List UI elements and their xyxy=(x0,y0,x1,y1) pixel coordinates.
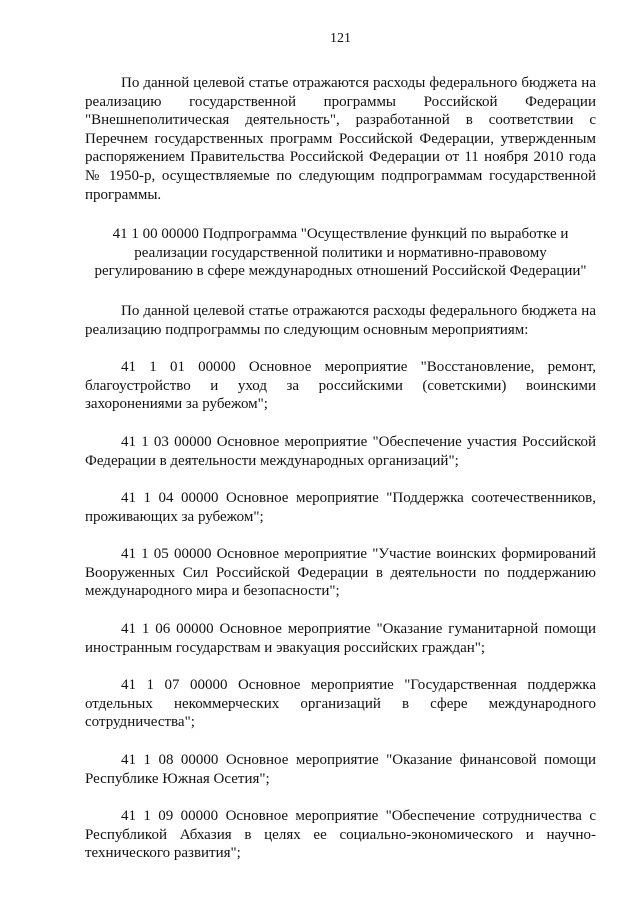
subprogram-intro-paragraph: По данной целевой статье отражаются расходы федерального бюджета на реализацию подпрограммы по следующим основным мероприятиям: xyxy=(85,302,596,338)
measure-paragraph: 41 1 04 00000 Основное мероприятие "Поддержка соотечественников, проживающих за рубежом"; xyxy=(85,490,596,525)
page-number: 121 xyxy=(330,31,351,46)
subprogram-heading: 41 1 00 00000 Подпрограмма "Осуществление функций по выработке и реализации государственной политики и нормативно-правовому регулированию в сфере международных отношений Российской Федерации" xyxy=(94,226,587,280)
measure-paragraph: 41 1 07 00000 Основное мероприятие "Государственная поддержка отдельных некоммерческих организаций в сфере международного сотрудничества"; xyxy=(85,677,596,731)
measure-paragraph: 41 1 03 00000 Основное мероприятие "Обеспечение участия Российской Федерации в деятельности международных организаций"; xyxy=(85,433,596,469)
intro-paragraph: По данной целевой статье отражаются расходы федерального бюджета на реализацию государственной программы Российской Федерации "Внешнеполитическая деятельность", разработанной в соответствии с Перечнем государственных программ Российской Федерации, утвержденным распоряжением Правительства Российской Федерации от 11 ноября 2010 года № 1950-р, осуществляемые по следующим подпрограммам государственной программы. xyxy=(85,75,596,203)
measure-paragraph: 41 1 06 00000 Основное мероприятие "Оказание гуманитарной помощи иностранным государствам и эвакуация российских граждан"; xyxy=(85,621,596,656)
measure-paragraph: 41 1 08 00000 Основное мероприятие "Оказание финансовой помощи Республике Южная Осетия"; xyxy=(85,752,596,787)
measure-paragraph: 41 1 05 00000 Основное мероприятие "Участие воинских формирований Вооруженных Сил Российской Федерации в деятельности по поддержанию международного мира и безопасности"; xyxy=(85,546,596,600)
measure-paragraph: 41 1 01 00000 Основное мероприятие "Восстановление, ремонт, благоустройство и уход за российскими (советскими) воинскими захоронениями за рубежом"; xyxy=(85,359,596,413)
document-page xyxy=(85,30,596,863)
measure-paragraph: 41 1 09 00000 Основное мероприятие "Обеспечение сотрудничества с Республикой Абхазия в целях ее социально-экономического и научно-технического развития"; xyxy=(85,808,596,862)
